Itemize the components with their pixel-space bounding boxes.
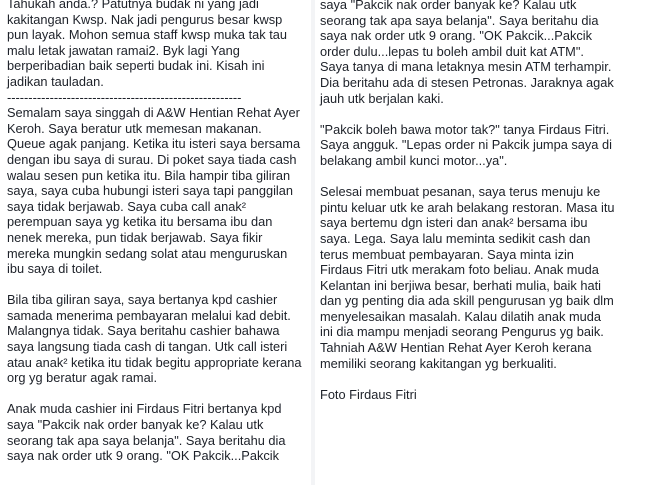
- text-line: Tahukah anda.? Patutnya budak ni yang jadi: [7, 0, 259, 11]
- text-line: jauh utk berjalan kaki.: [320, 90, 444, 106]
- text-line: order dulu...lepas tu boleh ambil duit kat ATM".: [320, 43, 584, 59]
- text-line: Semalam saya singgah di A&W Hentian Rehat Ayer: [7, 105, 300, 121]
- paragraph-conclusion: [320, 184, 648, 371]
- text-line: pun layak. Mohon semua staff kwsp muka tak tau: [7, 27, 288, 43]
- text-line: saya langsung tiada cash di tangan. Utk call isteri: [7, 339, 288, 355]
- text-line: atau anak² ketika itu tidak begitu appropriate kerana: [7, 354, 302, 370]
- text-line: samada menerima pembayaran melalui kad debit.: [7, 307, 291, 323]
- text-line: saya bertemu dgn isteri dan anak² bersama ibu: [320, 215, 588, 231]
- text-line: Saya tanya di mana letaknya mesin ATM terhampir.: [320, 59, 612, 75]
- paragraph-photo-credit: [320, 387, 648, 403]
- text-line: ibu saya di toilet.: [7, 261, 103, 277]
- paragraph-firdaus-offer: [7, 401, 311, 463]
- text-line: Malangnya tidak. Saya beritahu cashier bahawa: [7, 323, 280, 339]
- text-line: seorang tak apa saya belanja". Saya beritahu dia: [320, 12, 599, 28]
- paragraph-intro-and-story: [7, 0, 311, 277]
- left-column-body: [7, 0, 311, 464]
- text-line: Bila tiba giliran saya, saya bertanya kpd cashier: [7, 292, 278, 308]
- separator-line: -------------------------------------------------------: [7, 89, 242, 105]
- text-line: Kelantan ini berjiwa besar, berhati mulia, baik hati: [320, 277, 601, 293]
- text-line: saya, saya cuba hubungi isteri saya tapi panggilan: [7, 183, 293, 199]
- paragraph-cashier-debit: [7, 292, 311, 386]
- text-line: saya "Pakcik nak order banyak ke? Kalau utk: [7, 417, 264, 433]
- text-line: Selesai membuat pesanan, saya terus menuju ke: [320, 184, 601, 200]
- text-line: "Pakcik boleh bawa motor tak?" tanya Firdaus Fitri.: [320, 121, 610, 137]
- paragraph-order-and-atm: [320, 0, 648, 106]
- text-line: terus membuat pembayaran. Saya minta izin: [320, 246, 574, 262]
- text-line: walau sesen pun ketika itu. Bila hampir tiba giliran: [7, 167, 291, 183]
- text-line: dan yg penting dia ada skill pengurusan yg baik dlm: [320, 293, 614, 309]
- text-line: malu letak jawatan ramai2. Byk lagi Yang: [7, 42, 240, 58]
- text-line: Keroh. Saya beratur utk memesan makanan.: [7, 120, 262, 136]
- text-line: Dia beritahu ada di stesen Petronas. Jaraknya agak: [320, 74, 614, 90]
- text-line: Firdaus Fitri utk merakam foto beliau. Anak muda: [320, 262, 599, 278]
- right-column-body: [320, 0, 648, 402]
- text-line: belakang ambil kunci motor...ya".: [320, 152, 508, 168]
- post-text-left-column: [0, 0, 311, 485]
- text-line: Tahniah A&W Hentian Rehat Ayer Keroh kerana: [320, 340, 592, 356]
- text-line: memiliki seorang kakitangan yg berkualiti.: [320, 355, 557, 371]
- text-line: seorang tak apa saya belanja". Saya beritahu dia: [7, 432, 286, 448]
- text-line: saya tidak berjawab. Saya cuba call anak²: [7, 198, 247, 214]
- photo-credit-text: Foto Firdaus Fitri: [320, 386, 417, 402]
- text-line: saya "Pakcik nak order banyak ke? Kalau utk: [320, 0, 577, 12]
- text-line: Queue agak panjang. Ketika itu isteri saya bersama: [7, 136, 301, 152]
- text-line: org yg beratur agak ramai.: [7, 370, 158, 386]
- text-line: berperibadian baik seperti budak ini. Kisah ini: [7, 58, 265, 74]
- text-line: Saya angguk. "Lepas order ni Pakcik jumpa saya di: [320, 137, 612, 153]
- text-line: ini dia mampu menjadi seorang Pengurus yg baik.: [320, 324, 604, 340]
- text-line: Anak muda cashier ini Firdaus Fitri bertanya kpd: [7, 401, 282, 417]
- text-line: perempuan saya yg ketika itu bersama ibu dan: [7, 214, 273, 230]
- text-line: saya. Lega. Saya lalu meminta sedikit cash dan: [320, 230, 591, 246]
- text-line: nenek mereka, pun tidak berjawab. Saya fikir: [7, 229, 263, 245]
- text-line: saya nak order utk 9 orang. "OK Pakcik...Pakcik: [7, 448, 279, 464]
- text-line: menyelesaikan masalah. Kalau dilatih anak muda: [320, 308, 601, 324]
- paragraph-motorbike-offer: [320, 122, 648, 169]
- text-line: jadikan tauladan.: [7, 73, 104, 89]
- text-line: dengan ibu saya di surau. Di poket saya tiada cash: [7, 151, 297, 167]
- text-line: pintu keluar utk ke arah belakang restoran. Masa itu: [320, 199, 615, 215]
- text-line: mereka mungkin sedang solat atau menguruskan: [7, 245, 288, 261]
- post-text-right-column: [315, 0, 648, 485]
- text-line: kakitangan Kwsp. Nak jadi pengurus besar kwsp: [7, 11, 283, 27]
- text-line: saya nak order utk 9 orang. "OK Pakcik...Pakcik: [320, 28, 592, 44]
